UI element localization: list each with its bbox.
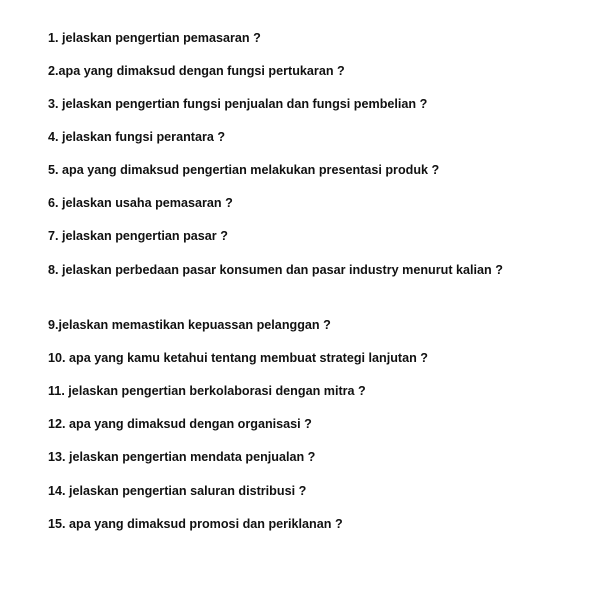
question-8: 8. jelaskan perbedaan pasar konsumen dan pasar industry menurut kalian ? bbox=[48, 263, 503, 277]
question-9: 9.jelaskan memastikan kepuassan pelanggan ? bbox=[48, 318, 331, 332]
question-12: 12. apa yang dimaksud dengan organisasi ? bbox=[48, 417, 312, 431]
question-2: 2.apa yang dimaksud dengan fungsi pertukaran ? bbox=[48, 64, 345, 78]
question-5: 5. apa yang dimaksud pengertian melakukan presentasi produk ? bbox=[48, 163, 440, 177]
question-10: 10. apa yang kamu ketahui tentang membuat strategi lanjutan ? bbox=[48, 351, 429, 365]
question-6: 6. jelaskan usaha pemasaran ? bbox=[48, 196, 233, 210]
question-15: 15. apa yang dimaksud promosi dan periklanan ? bbox=[48, 517, 343, 531]
question-11: 11. jelaskan pengertian berkolaborasi dengan mitra ? bbox=[48, 384, 366, 398]
question-13: 13. jelaskan pengertian mendata penjualan ? bbox=[48, 450, 316, 464]
question-7: 7. jelaskan pengertian pasar ? bbox=[48, 229, 228, 243]
question-1: 1. jelaskan pengertian pemasaran ? bbox=[48, 31, 261, 45]
question-3: 3. jelaskan pengertian fungsi penjualan dan fungsi pembelian ? bbox=[48, 97, 428, 111]
question-14: 14. jelaskan pengertian saluran distribusi ? bbox=[48, 484, 307, 498]
question-4: 4. jelaskan fungsi perantara ? bbox=[48, 130, 226, 144]
